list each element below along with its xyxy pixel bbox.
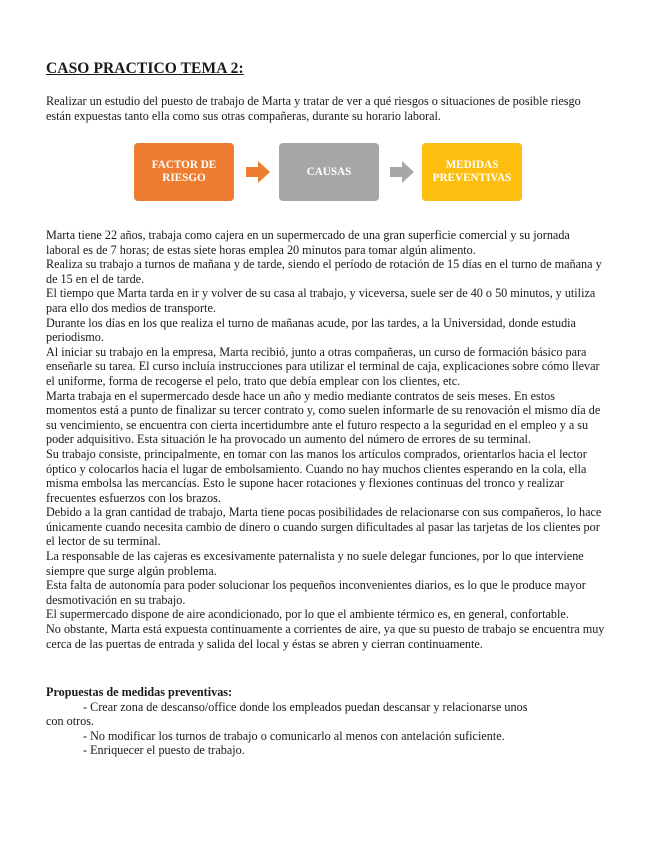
page-title: CASO PRACTICO TEMA 2: xyxy=(46,60,244,77)
paragraph: No obstante, Marta está expuesta continuamente a corrientes de aire, ya que su puesto de trabajo se encuentra muy cerca de las puertas de entrada y salida del local y éstas se abren y cierran continuamente. xyxy=(46,622,605,651)
flow-box-label: FACTOR DE RIESGO xyxy=(151,159,217,184)
paragraph: Realiza su trabajo a turnos de mañana y de tarde, siendo el período de rotación de 15 días en el turno de mañana y de 15 en el de tarde. xyxy=(46,257,602,286)
paragraph: Debido a la gran cantidad de trabajo, Marta tiene pocas posibilidades de relacionarse con sus compañeros, lo hace únicamente cuando necesita cambio de dinero o cuando surgen dificultades al pasar las tarjetas de los clientes por el lector de su terminal. xyxy=(46,505,602,549)
flow-box-label: CAUSAS xyxy=(306,165,352,178)
intro-paragraph: Realizar un estudio del puesto de trabajo de Marta y tratar de ver a qué riesgos o situaciones de posible riesgo están expuestas tanto ella como sus otras compañeras, durante su horario laboral. xyxy=(46,94,581,123)
arrow-right-icon xyxy=(246,160,270,184)
paragraph: Esta falta de autonomía para poder solucionar los pequeños inconvenientes diarios, es lo que le produce mayor desmotivación en su trabajo. xyxy=(46,578,586,607)
process-flow-diagram xyxy=(134,143,574,203)
paragraph: Su trabajo consiste, principalmente, en tomar con las manos los artículos comprados, orientarlos hacia el lector óptico y colocarlos hacia el lugar de embolsamiento. Cuando no hay muchos clientes esperando en la cola, ella misma embolsa las mercancías. Esto le supone hacer rotaciones y flexiones continuas del tronco y realizar frecuentes esfuerzos con los brazos. xyxy=(46,446,587,505)
section-heading: Propuestas de medidas preventivas: xyxy=(46,685,233,699)
flow-box-risk-factor xyxy=(134,143,234,201)
list-item: - No modificar los turnos de trabajo o comunicarlo al menos con antelación suficiente. xyxy=(83,728,505,743)
paragraph: El supermercado dispone de aire acondicionado, por lo que el ambiente térmico es, en general, confortable. xyxy=(46,607,569,622)
flow-box-preventive-measures xyxy=(422,143,522,201)
preventive-measures-section xyxy=(46,685,606,758)
arrow-right-icon xyxy=(390,160,414,184)
paragraph: Marta trabaja en el supermercado desde hace un año y medio mediante contratos de seis meses. En estos momentos está a punto de finalizar su tercer contrato y, como suelen informarle de su renovación el mismo día de su vencimiento, se encuentra con cierta incertidumbre ante el futuro respecto a la seguridad en el empleo y a su poder adquisitivo. Esta situación le ha provocado un aumento del número de errores de su terminal. xyxy=(46,388,601,447)
list-item: - Enriquecer el puesto de trabajo. xyxy=(83,743,245,758)
paragraph: La responsable de las cajeras es excesivamente paternalista y no suele delegar funciones, por lo que interviene siempre que surge algún problema. xyxy=(46,549,584,578)
paragraph: Durante los días en los que realiza el turno de mañanas acude, por las tardes, a la Universidad, donde estudia periodismo. xyxy=(46,315,576,345)
list-item-continuation: con otros. xyxy=(46,714,95,729)
paragraph: Al iniciar su trabajo en la empresa, Marta recibió, junto a otras compañeras, un curso de formación básico para enseñarle su tarea. El curso incluía instrucciones para utilizar el terminal de caja, explicaciones sobre cómo llevar el uniforme, forma de recogerse el pelo, trato que debía emplear con los clientes, etc. xyxy=(46,344,600,388)
list-item: - Crear zona de descanso/office donde los empleados puedan descansar y relacionarse unos xyxy=(83,699,528,714)
flow-box-label: MEDIDAS PREVENTIVAS xyxy=(432,159,512,184)
case-description xyxy=(46,228,606,651)
flow-box-causes xyxy=(279,143,379,201)
paragraph: Marta tiene 22 años, trabaja como cajera en un supermercado de una gran superficie comercial y su jornada laboral es de 7 horas; de estas siete horas emplea 20 minutos para tomar algún alimento. xyxy=(46,228,570,257)
paragraph: El tiempo que Marta tarda en ir y volver de su casa al trabajo, y viceversa, suele ser de 40 o 50 minutos, y utiliza para ello dos medios de transporte. xyxy=(46,286,596,315)
